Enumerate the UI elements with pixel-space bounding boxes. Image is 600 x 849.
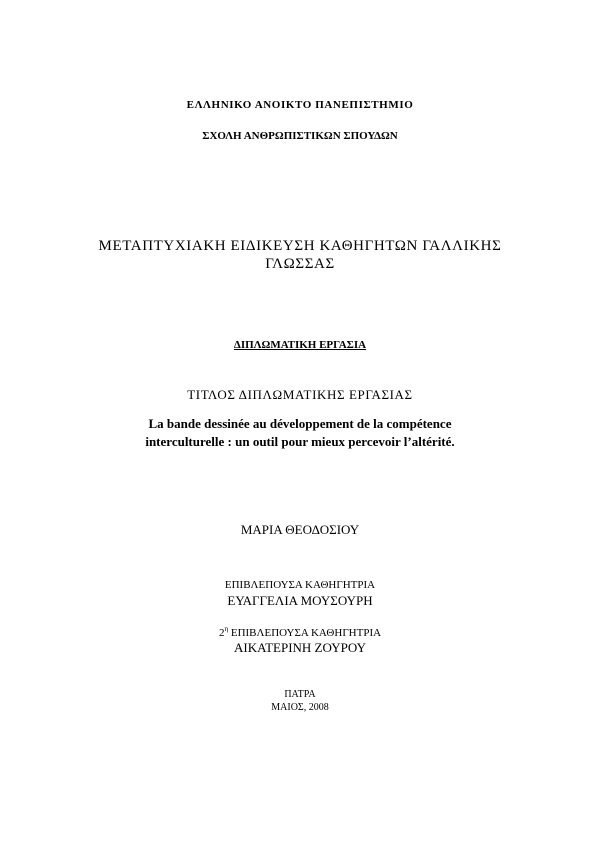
supervisor-role: ΕΠΙΒΛΕΠΟΥΣΑ ΚΑΘΗΓΗΤΡΙΑ — [224, 579, 376, 591]
second-supervisor-name: ΑΙΚΑΤΕΡΙΝΗ ΖΟΥΡΟΥ — [234, 640, 366, 655]
city: ΠΑΤΡΑ — [284, 689, 316, 700]
thesis-title-heading: ΤΙΤΛΟΣ ΔΙΠΛΩΜΑΤΙΚΗΣ ΕΡΓΑΣΙΑΣ — [187, 387, 413, 402]
program-title-line1: ΜΕΤΑΠΤΥΧΙΑΚΗ ΕΙΔΙΚΕΥΣΗ ΚΑΘΗΓΗΤΩΝ ΓΑΛΛΙΚΗΣ — [98, 238, 502, 254]
supervisor-name: ΕΥΑΓΓΕΛΙΑ ΜΟΥΣΟΥΡΗ — [227, 593, 373, 608]
thesis-title-line2: interculturelle : un outil pour mieux percevoir l’altérité. — [145, 434, 455, 449]
thesis-label: ΔΙΠΛΩΜΑΤΙΚΗ ΕΡΓΑΣΙΑ — [233, 339, 367, 351]
date: ΜΑΙΟΣ, 2008 — [271, 702, 329, 713]
author-name: ΜΑΡΙΑ ΘΕΟΔΟΣΙΟΥ — [240, 522, 360, 537]
thesis-title-line1: La bande dessinée au développement de la compétence — [148, 416, 452, 431]
program-title-line2: ΓΛΩΣΣΑΣ — [265, 256, 335, 272]
university-name: ΕΛΛΗΝΙΚΟ ΑΝΟΙΚΤΟ ΠΑΝΕΠΙΣΤΗΜΙΟ — [186, 99, 414, 111]
school-name: ΣΧΟΛΗ ΑΝΘΡΩΠΙΣΤΙΚΩΝ ΣΠΟΥΔΩΝ — [202, 130, 398, 142]
second-supervisor-ordinal: 2 — [218, 627, 225, 639]
second-supervisor-ordinal-suffix: η — [224, 625, 229, 633]
second-supervisor-role-text: ΕΠΙΒΛΕΠΟΥΣΑ ΚΑΘΗΓΗΤΡΙΑ — [228, 627, 382, 639]
second-supervisor-role — [0, 625, 600, 639]
